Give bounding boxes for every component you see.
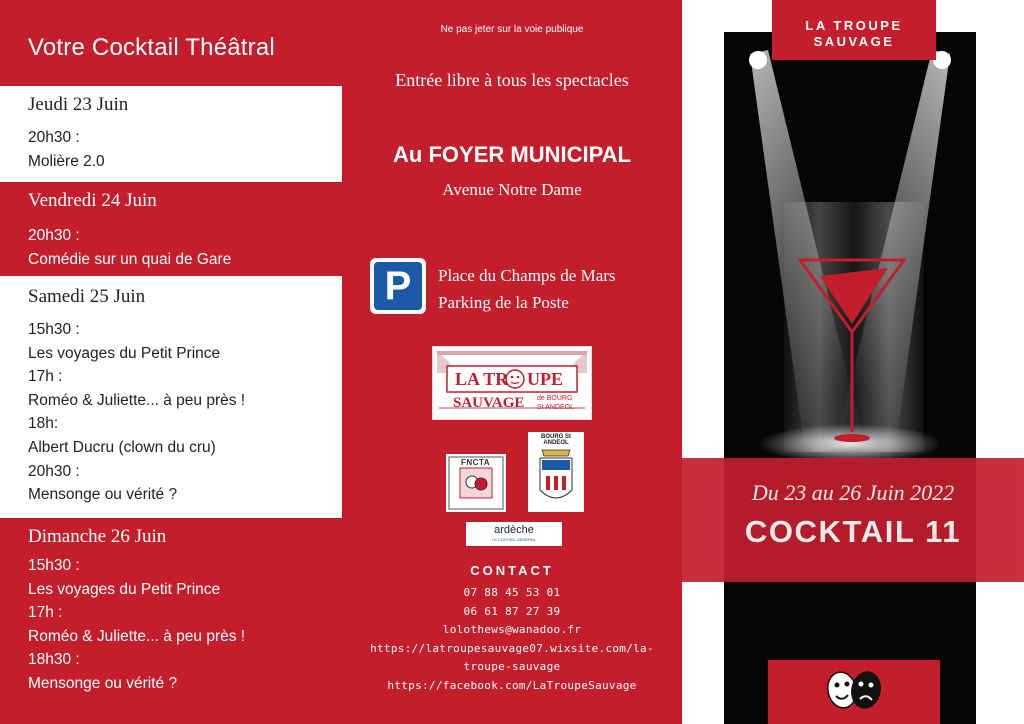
event-time: 18h: — [28, 415, 59, 433]
parking-letter: P — [374, 262, 422, 310]
free-entry-text: Entrée libre à tous les spectacles — [395, 70, 629, 90]
masks-badge — [768, 660, 940, 724]
event-dates: Du 23 au 26 Juin 2022 — [751, 480, 955, 505]
venue-street: Avenue Notre Dame — [442, 180, 582, 199]
day-block-friday — [0, 182, 342, 276]
disposal-note: Ne pas jeter sur la voie publique — [440, 24, 584, 35]
event-time: 17h : — [28, 368, 63, 386]
event-banner — [682, 458, 1024, 582]
day-block-saturday — [0, 276, 342, 518]
parking-line: Parking de la Poste — [438, 293, 569, 312]
website-link[interactable]: https://latroupesauvage07.wixsite.com/la- — [370, 641, 654, 655]
ardeche-subtext: LE CONSEIL GÉNÉRAL — [492, 537, 536, 542]
event-time: 20h30 : — [28, 227, 80, 244]
day-heading: Vendredi 24 Juin — [28, 190, 157, 211]
logo-text-upe: UPE — [527, 369, 563, 389]
phone-number: 06 61 87 27 39 — [463, 604, 561, 618]
event-title: Les voyages du Petit Prince — [28, 344, 221, 362]
day-heading: Jeudi 23 Juin — [28, 94, 129, 115]
event-time: 15h30 : — [28, 321, 80, 338]
phone-number: 07 88 45 53 01 — [463, 586, 561, 599]
event-title: Les voyages du Petit Prince — [28, 580, 221, 598]
logo-text-st-andeol: St ANDEOL — [537, 404, 574, 411]
logo-text-de-bourg: de BOURG — [537, 395, 573, 402]
event-title: Roméo & Juliette... à peu près ! — [28, 391, 246, 409]
parking-icon — [370, 258, 426, 314]
event-title: Comédie sur un quai de Gare — [28, 250, 232, 268]
event-time: 20h30 : — [28, 129, 80, 146]
badge-line: SAUVAGE — [813, 34, 895, 49]
event-title: Roméo & Juliette... à peu près ! — [28, 627, 246, 645]
program-panel — [0, 0, 342, 724]
ardeche-logo — [466, 522, 562, 546]
bourg-st-andeol-logo — [528, 432, 584, 512]
stage-illustration — [724, 32, 976, 724]
program-title: Votre Cocktail Théâtral — [28, 34, 275, 61]
event-time: 18h30 : — [28, 651, 80, 669]
event-title: Mensonge ou vérité ? — [28, 674, 178, 692]
theatre-masks-icon — [768, 660, 940, 724]
cover-panel — [682, 0, 1024, 724]
fncta-logo — [446, 454, 506, 512]
event-title: Mensonge ou vérité ? — [28, 486, 178, 504]
fncta-text: FNCTA — [461, 458, 491, 467]
day-heading: Dimanche 26 Juin — [28, 526, 167, 547]
contact-info — [342, 584, 682, 695]
troupe-sauvage-logo — [432, 346, 592, 420]
facebook-link[interactable]: https://facebook.com/LaTroupeSauvage — [387, 678, 637, 692]
event-title: Albert Ducru (clown du cru) — [28, 438, 216, 456]
day-block-sunday — [0, 518, 342, 724]
website-link-continued[interactable]: troupe-sauvage — [463, 660, 561, 673]
day-block-thursday — [0, 86, 342, 182]
ardeche-text: ardèche — [494, 524, 534, 536]
venue-name: Au FOYER MUNICIPAL — [393, 142, 631, 167]
event-time: 15h30 : — [28, 557, 80, 574]
logo-text-la-tr: LA TR — [455, 369, 509, 389]
bourg-text: BOURG St ANDEOL — [541, 434, 571, 446]
event-name: COCKTAIL 11 — [744, 514, 962, 549]
badge-line: LA TROUPE — [805, 18, 903, 33]
event-title: Molière 2.0 — [28, 152, 105, 170]
event-time: 20h30 : — [28, 462, 80, 480]
event-time: 17h : — [28, 604, 63, 622]
parking-line: Place du Champs de Mars — [438, 266, 616, 285]
info-panel — [342, 0, 682, 724]
email-link[interactable]: lolothews@wanadoo.fr — [442, 623, 582, 636]
troupe-badge — [772, 0, 936, 60]
logo-text-sauvage: SAUVAGE — [453, 395, 525, 411]
contact-heading: CONTACT — [470, 563, 554, 578]
spotlight-icon — [749, 51, 767, 69]
day-heading: Samedi 25 Juin — [28, 286, 146, 307]
parking-locations — [438, 262, 616, 316]
